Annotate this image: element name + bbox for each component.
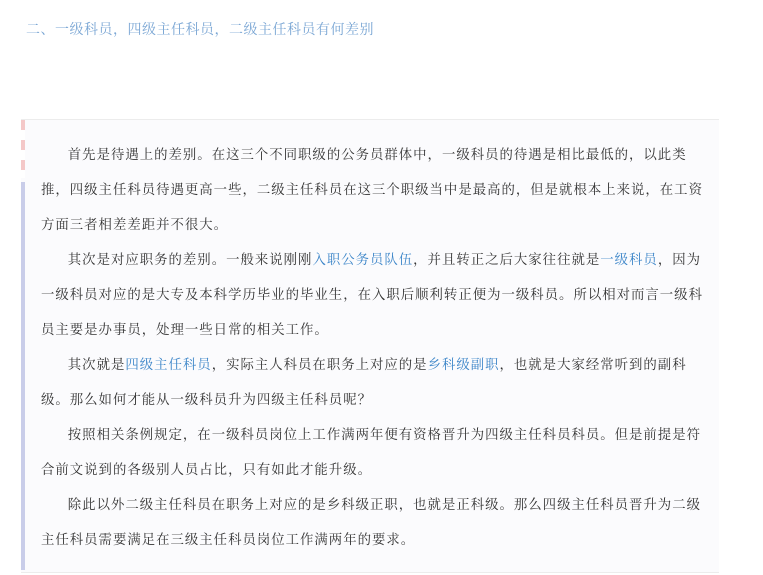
paragraph-regulation — [41, 418, 705, 488]
section-heading: 二、一级科员，四级主任科员，二级主任科员有何差别 — [26, 22, 374, 38]
paragraph-text: 除此以外二级主任科员在职务上对应的是乡科级正职，也就是正科级。那么四级主任科员晋升为二级主任科员需要满足在三级主任科员岗位工作满两年的要求。 — [41, 498, 701, 548]
paragraph-text: 按照相关条例规定，在一级科员岗位上工作满两年便有资格晋升为四级主任科员科员。但是前提是符合前文说到的各级别人员占比，只有如此才能升级。 — [41, 428, 701, 478]
paragraph-text: ，因为一级科员对应的是大专及本科学历毕业的毕业生，在入职后顺利转正便为一级科员。所以相对而言一级科员主要是办事员，处理一些日常的相关工作。 — [41, 253, 703, 338]
link-join-civil-service[interactable]: 入职公务员队伍 — [312, 253, 414, 268]
paragraph-text: 首先是待遇上的差别。在这三个不同职级的公务员群体中，一级科员的待遇是相比最低的，以此类推，四级主任科员待遇更高一些，二级主任科员在这三个职级当中是最高的，但是就根本上来说，在工资方面三者相差差距并不很大。 — [41, 148, 703, 233]
link-fourth-level-chief-clerk[interactable]: 四级主任科员 — [125, 358, 212, 373]
paragraph-fourth-level — [41, 348, 705, 418]
article-body — [41, 138, 705, 558]
paragraph-duty — [41, 243, 705, 348]
paragraph-text: ，也就是大家经常听到的副科级。那么如何才能从一级科员升为四级主任科员呢？ — [41, 358, 687, 408]
paragraph-text: 其次是对应职务的差别。一般来说刚刚 — [67, 253, 313, 268]
link-first-level-clerk[interactable]: 一级科员 — [600, 253, 658, 268]
quote-block — [21, 119, 719, 573]
link-deputy-section-chief[interactable]: 乡科级副职 — [427, 358, 500, 373]
quote-accent-bar-dashed — [21, 120, 25, 178]
paragraph-second-level — [41, 488, 705, 558]
paragraph-text: 其次就是 — [67, 358, 126, 373]
paragraph-salary — [41, 138, 705, 243]
paragraph-text: ，实际主人科员在职务上对应的是 — [211, 358, 428, 373]
paragraph-text: ，并且转正之后大家往往就是 — [413, 253, 601, 268]
quote-accent-bar — [21, 182, 25, 570]
